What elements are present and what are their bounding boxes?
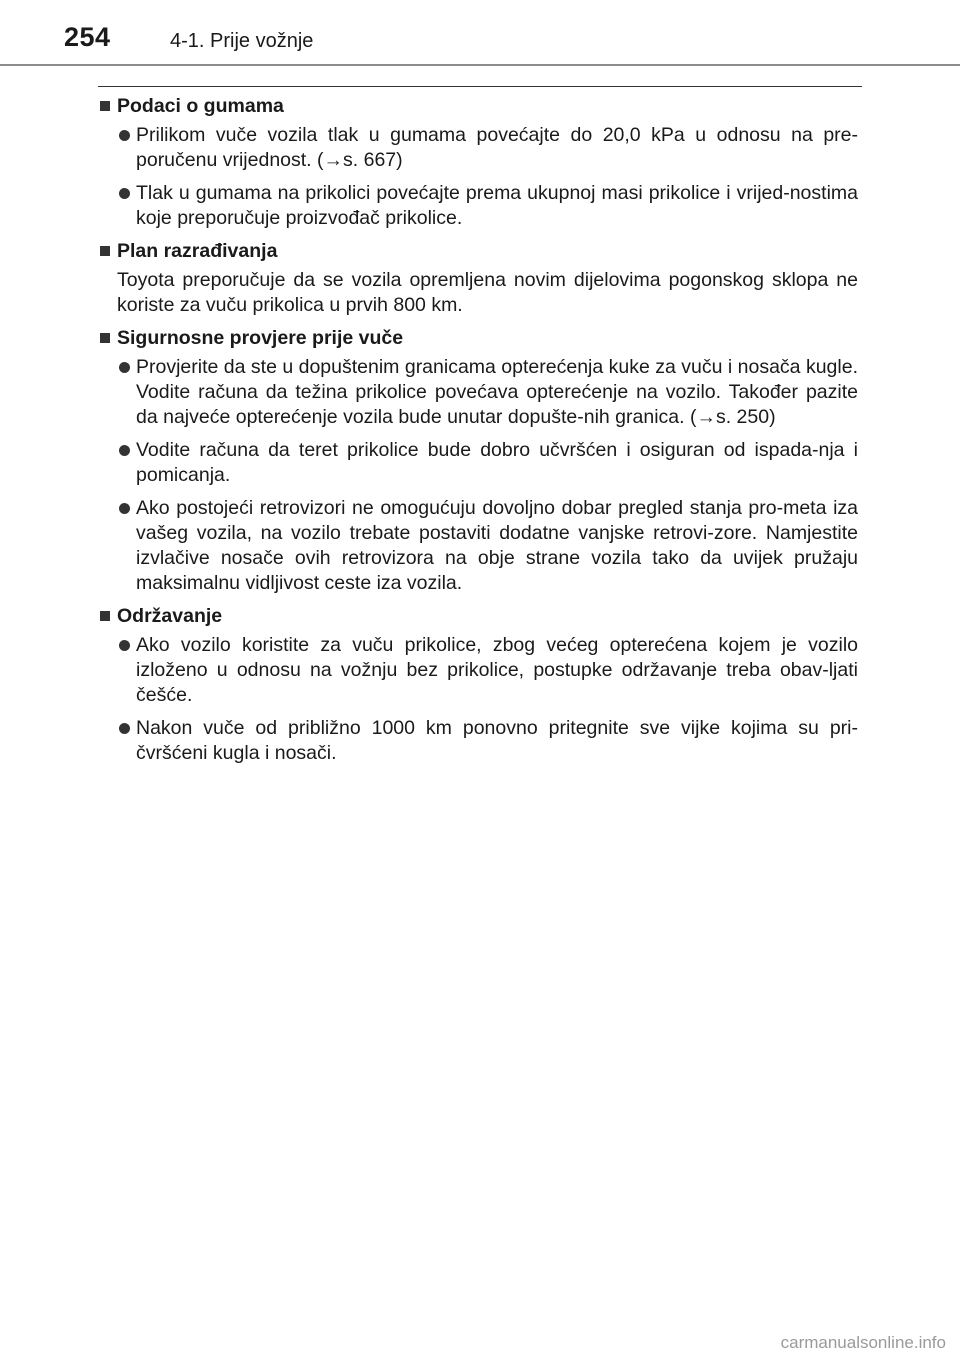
list-item-text: Ako postojeći retrovizori ne omogućuju dovoljno dobar pregled stanja pro-meta iza vašeg vozila, na vozilo trebate postaviti dodatne vanjske retrovi-zore. Namjestite izvlačive nosače ovih retrovizora na obje strane vozila tako da uvijek pružaju maksimalnu vidljivost ceste iza vozila. (136, 497, 858, 594)
square-bullet-icon (100, 101, 110, 111)
section-safety-checks (98, 326, 858, 596)
section-heading-text: Sigurnosne provjere prije vuče (117, 327, 404, 349)
list-item (98, 438, 858, 488)
round-bullet-icon (119, 445, 130, 456)
page-header (0, 0, 960, 66)
round-bullet-icon (119, 723, 130, 734)
round-bullet-icon (119, 188, 130, 199)
section-heading-text: Održavanje (117, 605, 223, 627)
section-break-in (98, 239, 858, 318)
section-heading (98, 239, 858, 264)
list-item-text: Tlak u gumama na prikolici povećajte prema ukupnoj masi prikolice i vrijed-nostima koje preporučuje proizvođač prikolice. (136, 182, 858, 229)
section-tire-data (98, 94, 858, 231)
page-content (98, 94, 858, 774)
section-heading (98, 326, 858, 351)
square-bullet-icon (100, 611, 110, 621)
section-maintenance (98, 604, 858, 766)
section-heading-text: Plan razrađivanja (117, 240, 278, 262)
list-item-text: Vodite računa da teret prikolice bude dobro učvršćen i osiguran od ispada-nja i pomicanja. (136, 439, 858, 486)
list-item-text: Ako vozilo koristite za vuču prikolice, zbog većeg opterećena kojem je vozilo izloženo u odnosu na vožnju bez prikolice, postupke održavanje treba obav-ljati češće. (136, 634, 858, 706)
section-rule (98, 86, 862, 87)
list-item (98, 181, 858, 231)
list-item (98, 633, 858, 708)
list-item (98, 716, 858, 766)
round-bullet-icon (119, 503, 130, 514)
page-number: 254 (64, 22, 111, 52)
list-item-text: Prilikom vuče vozila tlak u gumama povećajte do 20,0 kPa u odnosu na pre-poručenu vrijednost. (→s. 667) (136, 124, 858, 171)
header-rule (0, 64, 960, 66)
round-bullet-icon (119, 362, 130, 373)
round-bullet-icon (119, 640, 130, 651)
watermark: carmanualsonline.info (780, 1333, 946, 1352)
round-bullet-icon (119, 130, 130, 141)
list-item-text: Provjerite da ste u dopuštenim granicama opterećenja kuke za vuču i nosača kugle. Vodite računa da težina prikolice povećava opterećenje na vozilo. Također pazite da najveće opterećenje vozila bude unutar dopušte-nih granica. (→s. 250) (136, 356, 858, 428)
section-heading (98, 94, 858, 119)
section-paragraph: Toyota preporučuje da se vozila opremljena novim dijelovima pogonskog sklopa ne koriste za vuču prikolica u prvih 800 km. (117, 269, 858, 316)
list-item-text: Nakon vuče od približno 1000 km ponovno pritegnite sve vijke kojima su pri-čvršćeni kugla i nosači. (136, 717, 858, 764)
list-item (98, 496, 858, 596)
list-item (98, 355, 858, 430)
section-heading-text: Podaci o gumama (117, 95, 284, 117)
square-bullet-icon (100, 246, 110, 256)
list-item (98, 123, 858, 173)
section-heading (98, 604, 858, 629)
square-bullet-icon (100, 333, 110, 343)
running-title: 4-1. Prije vožnje (170, 30, 314, 52)
